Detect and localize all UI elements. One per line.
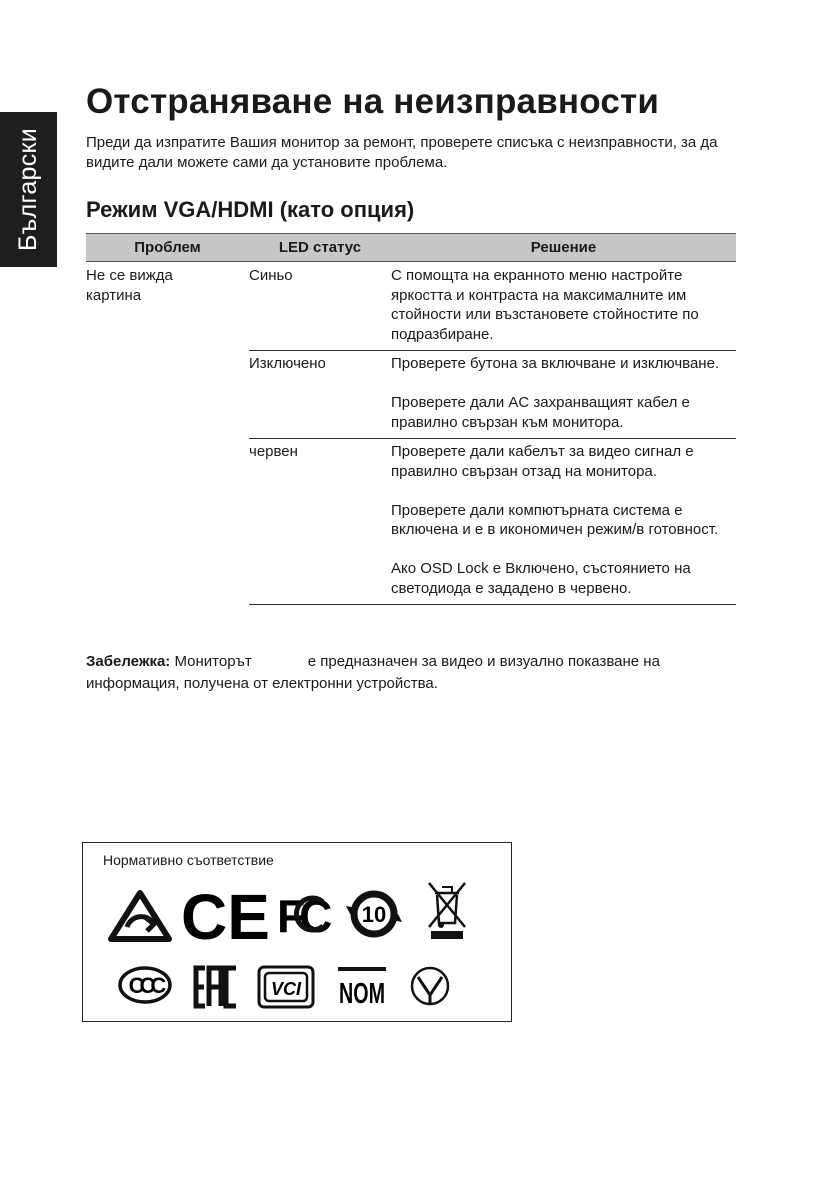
efup-number: 10 — [361, 902, 387, 927]
problem-cell: Не се вижда картина — [86, 267, 173, 304]
ce-mark-text: CE — [181, 881, 270, 953]
page-title: Отстраняване на неизправности — [86, 82, 660, 121]
efup-10-icon — [345, 888, 403, 940]
table-row — [86, 262, 736, 351]
header-led-status: LED статус — [249, 234, 391, 262]
note-text-a: Мониторът — [174, 653, 252, 670]
language-side-tab — [0, 112, 57, 267]
note-text-b: е предназначен за видео и визуално показване на информация, получена от електронни устройства. — [86, 653, 660, 692]
vcci-text: VCI — [270, 979, 302, 999]
note-paragraph — [86, 651, 746, 695]
ce-mark-icon — [181, 881, 270, 953]
solution-text: Проверете бутона за включване и изключване. — [391, 355, 720, 372]
solution-text: Ако OSD Lock е Включено, състоянието на светодиода е зададено в червено. — [391, 560, 691, 597]
ccc-icon — [117, 965, 173, 1005]
vcci-icon — [257, 965, 315, 1009]
rcm-icon — [107, 889, 173, 943]
troubleshooting-table — [86, 233, 736, 605]
solution-cell — [391, 262, 736, 351]
note-label: Забележка: — [86, 653, 171, 670]
led-status-cell: Изключено — [249, 351, 391, 439]
eac-text: EAC — [193, 965, 196, 966]
table-header-row — [86, 234, 736, 262]
eac-icon — [193, 965, 239, 1009]
regulatory-title: Нормативно съответствие — [103, 852, 274, 868]
header-problem: Проблем — [86, 234, 249, 262]
solution-text: С помощта на екранното меню настройте яркостта и контраста на максималните им стойности или възстановете стойностите по подразбиране. — [391, 267, 699, 343]
solution-cell — [391, 439, 736, 605]
solution-text: Проверете дали компютърната система е включена и е в икономичен режим/в готовност. — [391, 501, 719, 538]
led-status-cell: Синьо — [249, 262, 391, 351]
fcc-mark-text: FC — [277, 890, 327, 942]
weee-bin-icon — [425, 881, 469, 943]
solution-cell — [391, 351, 736, 439]
ukrsepro-icon — [409, 965, 451, 1007]
intro-paragraph: Преди да изпратите Вашия монитор за ремонт, проверете списъка с неизправности, за да видите дали можете сами да установите проблема. — [86, 134, 718, 171]
section-title: Режим VGA/HDMI (като опция) — [86, 197, 415, 222]
regulatory-compliance-box — [82, 842, 512, 1022]
nom-text: NOM — [339, 978, 385, 1010]
solution-text: Проверете дали кабелът за видео сигнал е правилно свързан отзад на монитора. — [391, 443, 694, 480]
header-solution: Решение — [391, 234, 736, 262]
led-status-cell: червен — [249, 439, 391, 605]
solution-text: Проверете дали AC захранващият кабел е правилно свързан към монитора. — [391, 394, 690, 431]
language-label: Български — [14, 127, 43, 252]
nom-icon — [337, 965, 387, 1009]
ccc-text: CCC — [128, 973, 162, 998]
fcc-icon — [277, 888, 333, 942]
